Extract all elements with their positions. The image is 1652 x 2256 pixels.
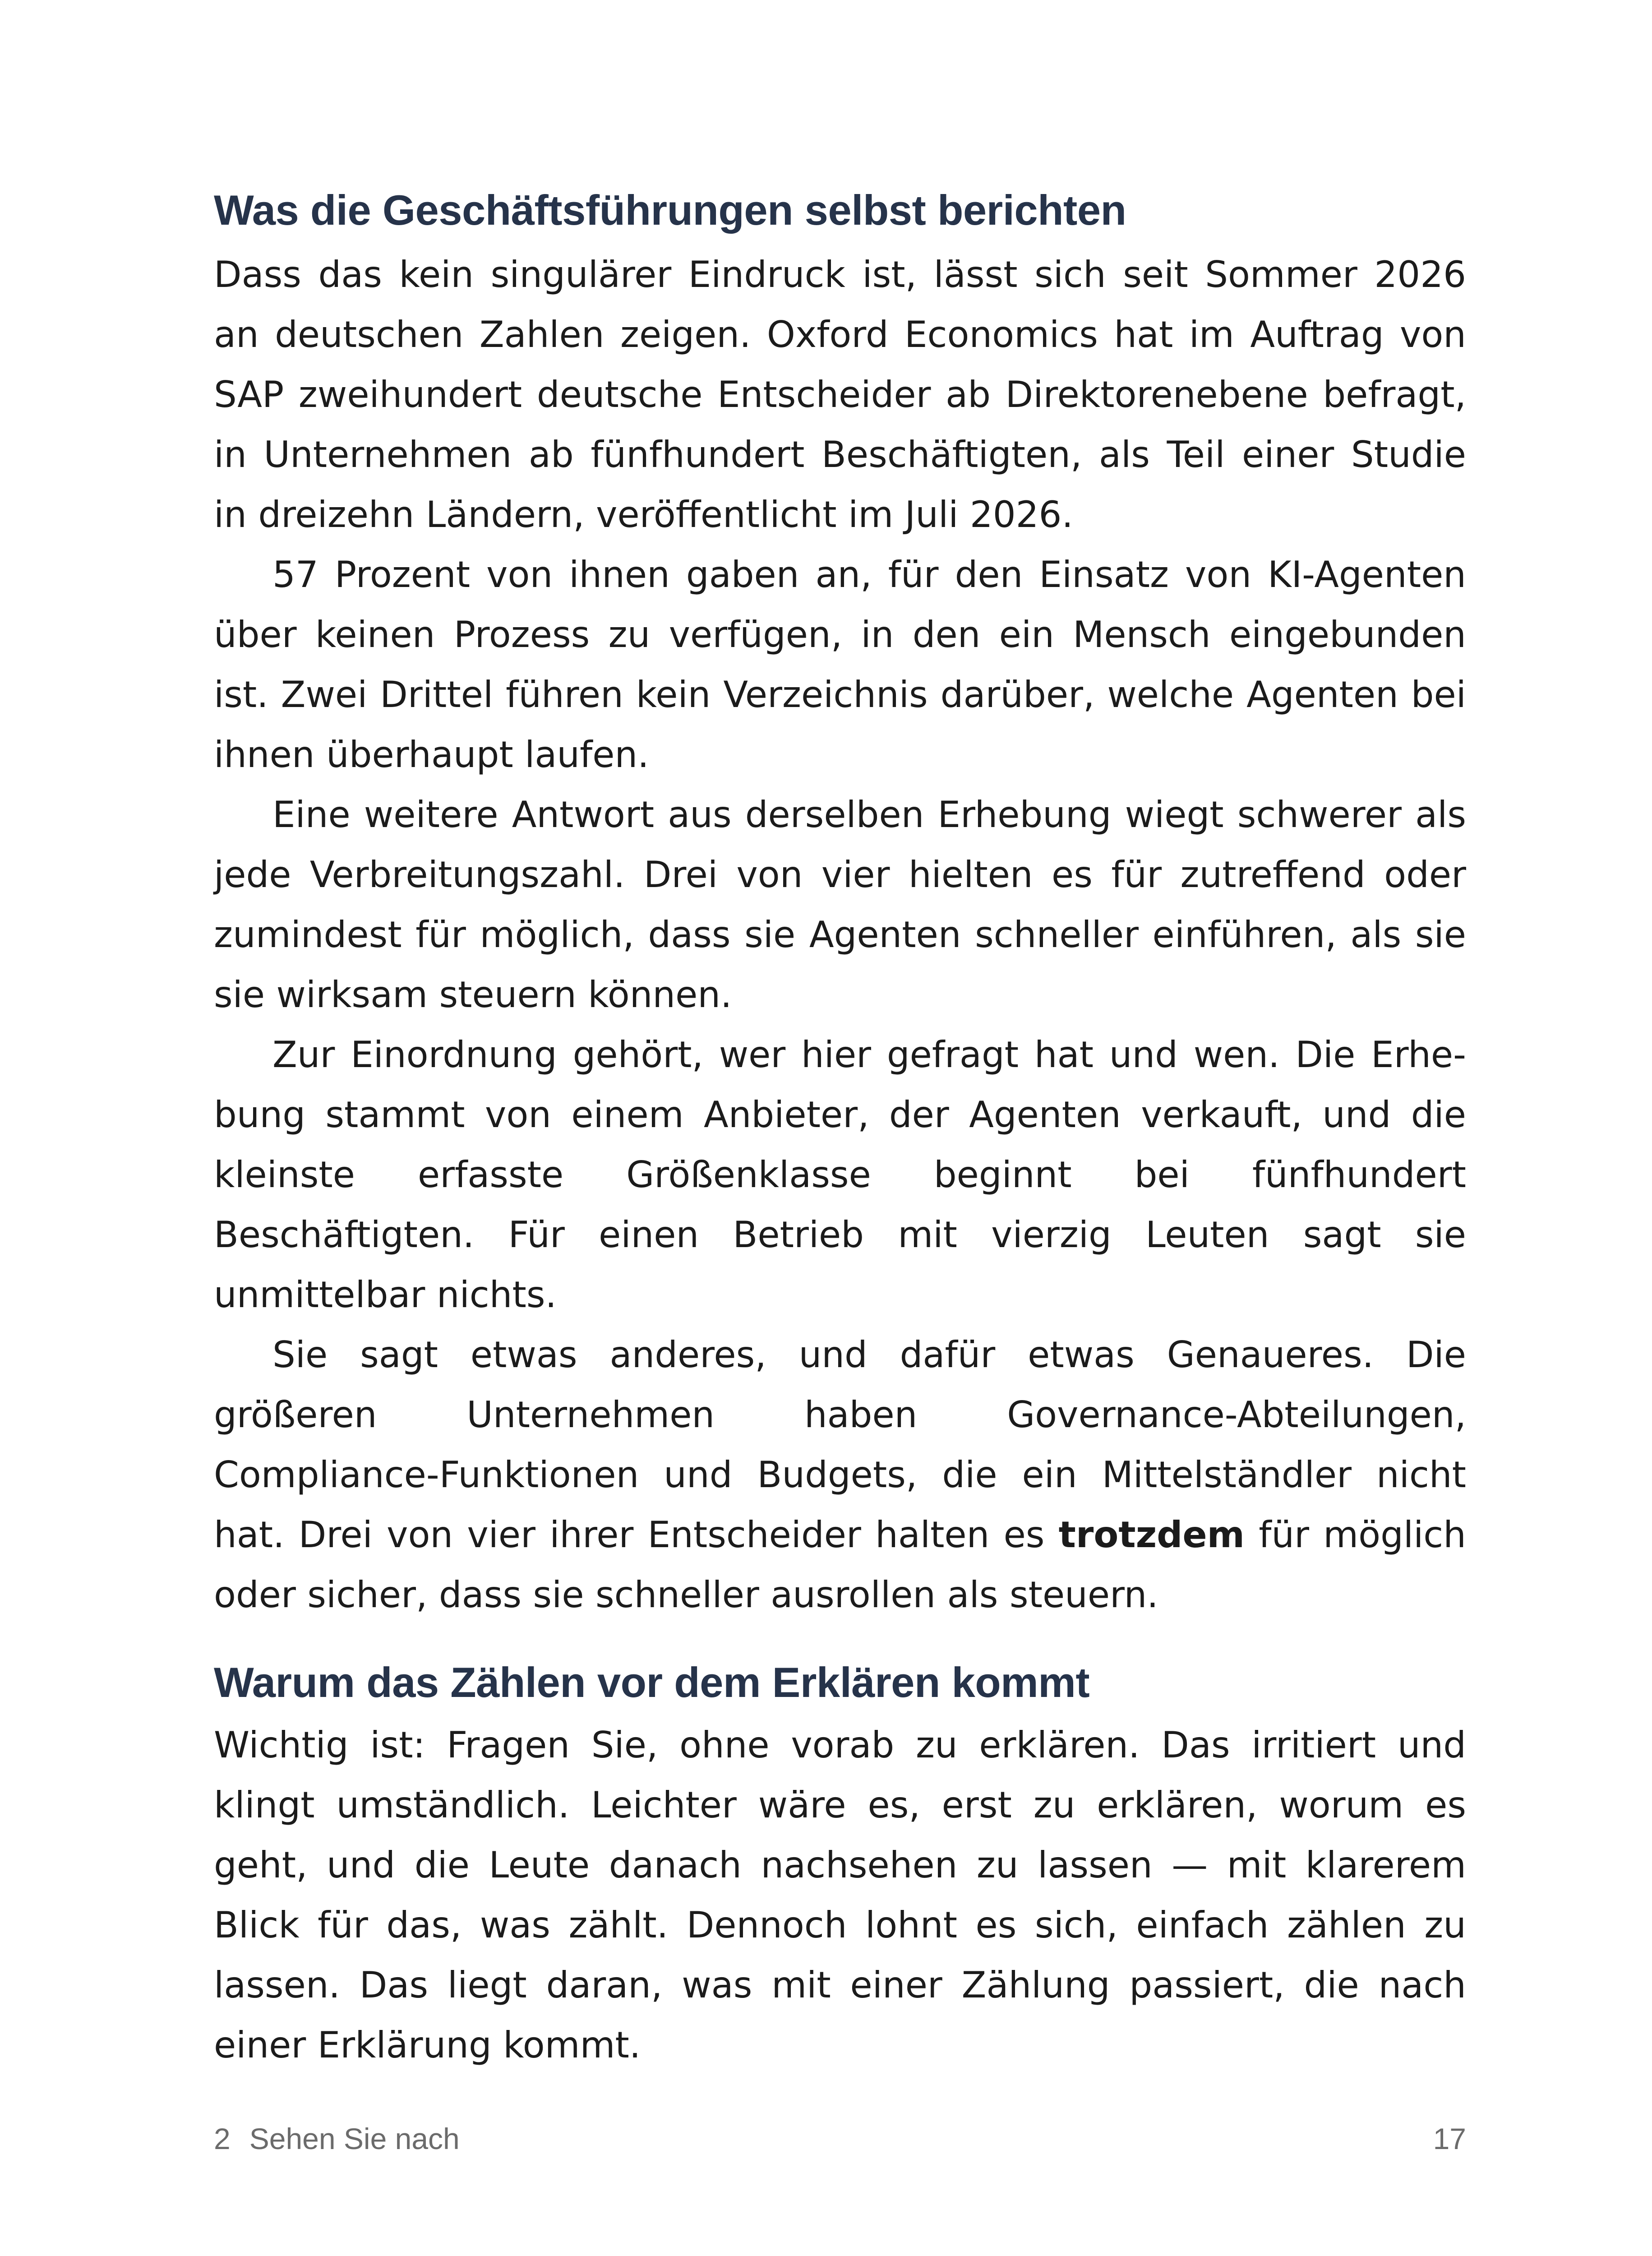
paragraph-5-emphasis: trotzdem bbox=[1058, 1514, 1245, 1556]
page-footer bbox=[214, 2116, 1466, 2161]
paragraph-6: Wichtig ist: Fragen Sie, ohne vorab zu erklären. Das irritiert und klingt umständlich. Leichter wäre es, erst zu erklären, worum es geht, und die Leute danach nachsehen zu lassen — mit klarerem Blick für das, was zählt. Dennoch lohnt es sich, einfach zählen zu lassen. Das liegt daran, was mit einer Zählung passiert, die nach einer Erklärung kommt. bbox=[214, 1724, 1466, 2066]
paragraph-3: Eine weitere Antwort aus derselben Erhebung wiegt schwerer als jede Verbreitungszahl. Drei von vier hielten es für zutreffend oder zumindest für möglich, dass sie Agenten schneller einführen, als sie sie wirksam steuern können. bbox=[214, 794, 1466, 1016]
chapter-title: Sehen Sie nach bbox=[249, 2122, 460, 2155]
running-footer-chapter bbox=[214, 2122, 479, 2156]
paragraph-1: Dass das kein singulärer Eindruck ist, lässt sich seit Sommer 2026 an deutschen Zahlen zeigen. Oxford Economics hat im Auftrag von SAP zweihundert deutsche Entscheider ab Direktorenebene befragt, in Unternehmen ab fünfhundert Beschäftigten, als Teil einer Studie in dreizehn Ländern, veröffentlicht im Juli 2026. bbox=[214, 254, 1466, 536]
paragraph-4: Zur Einordnung gehört, wer hier gefragt hat und wen. Die Erhebung stammt von einem Anbieter, der Agenten verkauft, und die kleinste erfasste Größenklasse beginnt bei fünfhundert Beschäftigten. Für einen Betrieb mit vierzig Leuten sagt sie unmittelbar nichts. bbox=[214, 1034, 1466, 1316]
paragraph-2: 57 Prozent von ihnen gaben an, für den Einsatz von KI-Agenten über keinen Prozess zu verfügen, in den ein Mensch eingebunden ist. Zwei Drittel führen kein Verzeichnis darüber, welche Agenten bei ihnen überhaupt laufen. bbox=[214, 554, 1466, 776]
section-heading-1: Was die Geschäftsführungen selbst berichten bbox=[214, 186, 1126, 234]
paragraph-5-text-end: für möglich oder sicher, dass sie schneller ausrollen als steuern. bbox=[214, 1514, 1466, 1616]
page-number: 17 bbox=[1433, 2122, 1466, 2155]
section-heading-2: Warum das Zählen vor dem Erklären kommt bbox=[214, 1659, 1090, 1706]
paragraph-5-text-start: Sie sagt etwas anderes, und dafür etwas Genaueres. Die größeren Unternehmen haben Governance-Abteilungen, Compliance-Funktionen und Budgets, die ein Mittelständler nicht hat. Drei von vier ihrer Entscheider halten es bbox=[214, 1334, 1466, 1556]
chapter-number: 2 bbox=[214, 2122, 231, 2155]
page-body bbox=[214, 180, 1466, 2075]
paragraph-5 bbox=[214, 1325, 1466, 1625]
